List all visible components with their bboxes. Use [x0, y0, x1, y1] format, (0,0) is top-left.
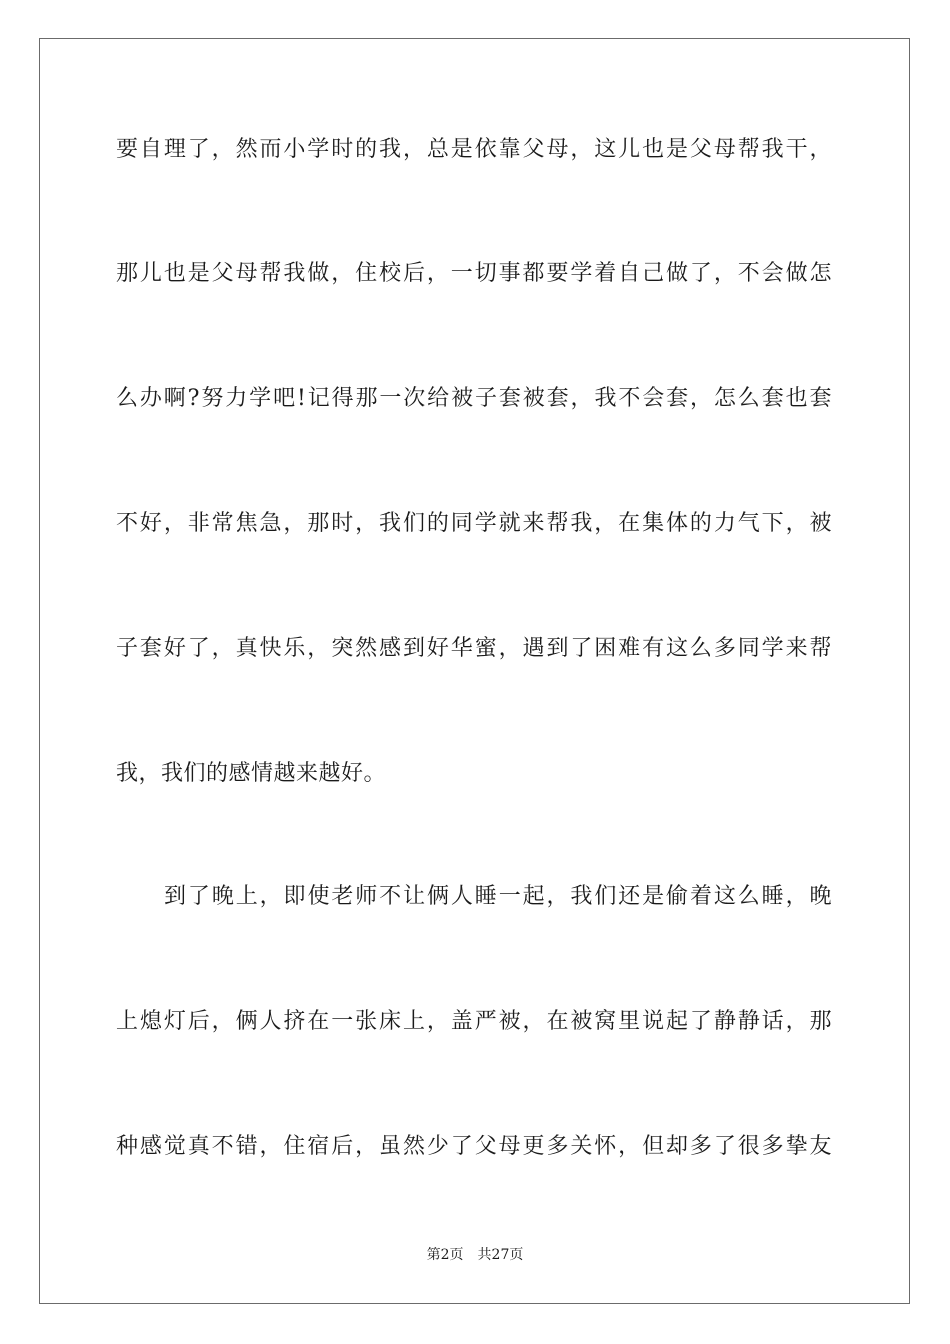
paragraph-line: 我，我们的感情越来越好。 — [116, 761, 387, 786]
paragraph-line: 种感觉真不错，住宿后，虽然少了父母更多关怀，但却多了很多挚友 — [116, 1134, 832, 1159]
paragraph-line: 到了晚上，即使老师不让俩人睡一起，我们还是偷着这么睡，晚 — [164, 884, 832, 909]
total-pages: 共27页 — [477, 1247, 524, 1263]
paragraph-line: 那儿也是父母帮我做，住校后，一切事都要学着自己做了，不会做怎 — [116, 261, 832, 286]
paragraph-line: 么办啊?努力学吧!记得那一次给被子套被套，我不会套，怎么套也套 — [116, 386, 832, 411]
paragraph-line: 要自理了，然而小学时的我，总是依靠父母，这儿也是父母帮我干， — [116, 137, 832, 162]
paragraph-line: 子套好了，真快乐，突然感到好华蜜，遇到了困难有这么多同学来帮 — [116, 636, 832, 661]
page-border — [39, 38, 910, 1304]
page-number: 第2页 — [426, 1247, 464, 1263]
page-footer — [0, 1245, 950, 1265]
paragraph-line: 上熄灯后，俩人挤在一张床上，盖严被，在被窝里说起了静静话，那 — [116, 1009, 832, 1034]
paragraph-line: 不好，非常焦急，那时，我们的同学就来帮我，在集体的力气下，被 — [116, 511, 832, 536]
